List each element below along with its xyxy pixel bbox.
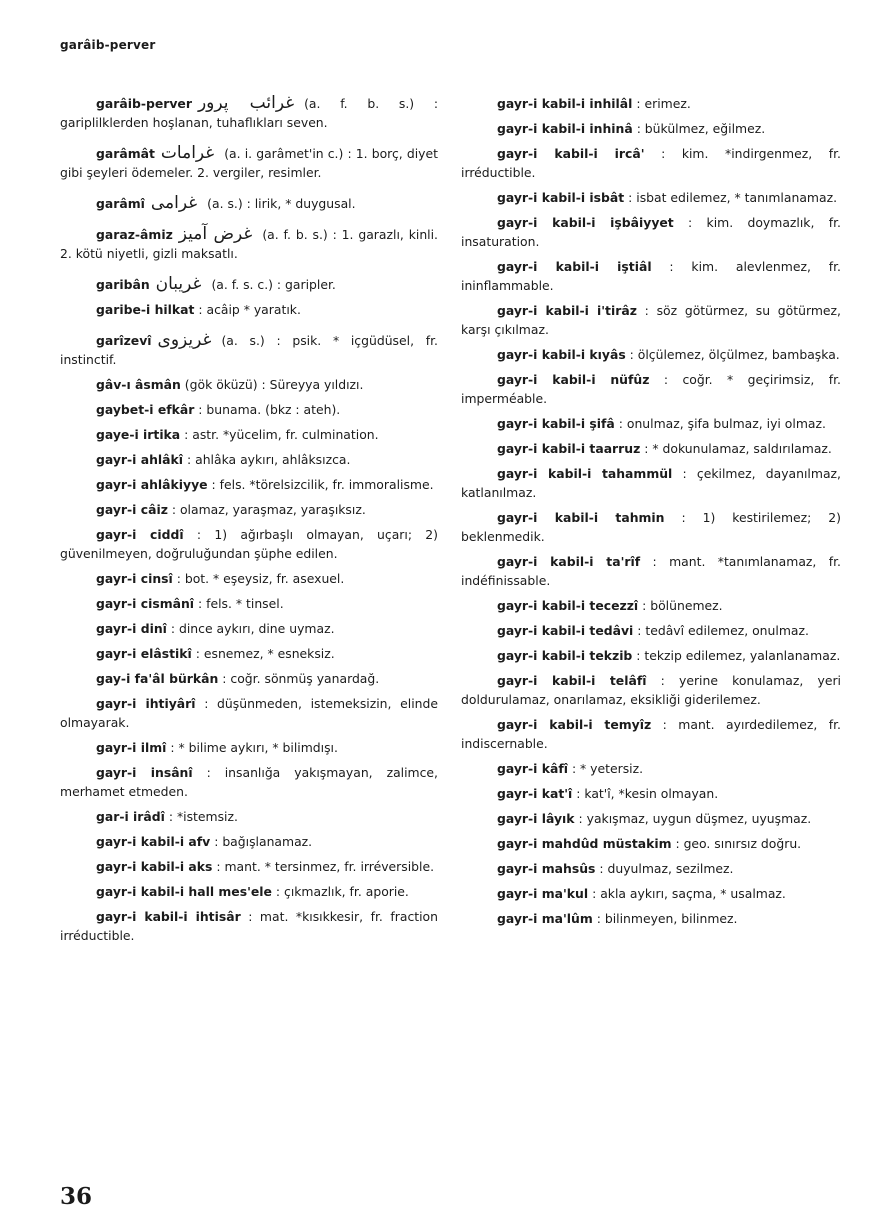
entry-headword: gayr-i kabil-i işbâiyyet — [497, 215, 674, 230]
entry-headword: gayr-i kabil-i ihtisâr — [96, 909, 241, 924]
entry-headword: gayr-i kabil-i i'tirâz — [497, 303, 637, 318]
dictionary-entry — [60, 144, 438, 182]
entry-definition: : *istemsiz. — [168, 809, 238, 824]
dictionary-entry — [461, 834, 841, 853]
dictionary-entry — [461, 909, 841, 928]
dictionary-entry — [461, 646, 841, 665]
entry-headword: gayr-i kabil-i inhilâl — [497, 96, 633, 111]
entry-headword: gar-i irâdî — [96, 809, 165, 824]
entry-headword: gayr-i lâyık — [497, 811, 575, 826]
entry-definition: : acâip * yaratık. — [198, 302, 301, 317]
entry-definition: : mant. ayırdedilemez, fr. indiscernable. — [461, 717, 841, 751]
dictionary-entry — [461, 784, 841, 803]
entry-definition: (a. i. garâmet'in c.) : 1. borç, diyet gibi şeyleri ödemeler. 2. vergiler, resimler. — [60, 146, 438, 180]
entry-definition: : tekzip edilemez, yalanlanamaz. — [636, 648, 841, 663]
right-column — [461, 94, 841, 934]
entry-headword: garîzevî — [96, 333, 152, 348]
entry-headword: gayr-i kabil-i nüfûz — [497, 372, 650, 387]
entry-headword: gayr-i kabil-i tahammül — [497, 466, 673, 481]
dictionary-entry — [60, 569, 438, 588]
entry-headword: gayr-i kâfî — [497, 761, 568, 776]
entry-definition: : kim. alevlenmez, fr. ininflammable. — [461, 259, 841, 293]
entry-definition: (a. f. b. s.) : gariplilklerden hoşlanan, tuhaflıkları seven. — [60, 96, 438, 130]
entry-headword: gayr-i mahdûd müstakim — [497, 836, 672, 851]
entry-definition: : dince aykırı, dine uymaz. — [170, 621, 335, 636]
entry-definition: : bot. * eşeysiz, fr. asexuel. — [176, 571, 345, 586]
dictionary-entry — [461, 621, 841, 640]
entry-headword: gayr-i insânî — [96, 765, 193, 780]
dictionary-entry — [60, 400, 438, 419]
entry-definition: : tedâvî edilemez, onulmaz. — [637, 623, 809, 638]
dictionary-entry — [461, 596, 841, 615]
dictionary-entry — [60, 882, 438, 901]
entry-headword: garibân — [96, 277, 150, 292]
entry-headword: gayr-i kabil-i iştiâl — [497, 259, 652, 274]
entry-headword: garaz-âmiz — [96, 227, 173, 242]
entry-definition: : * yetersiz. — [571, 761, 644, 776]
entry-headword: gayr-i kabil-i tecezzî — [497, 598, 639, 613]
dictionary-entry — [461, 301, 841, 339]
dictionary-entry — [461, 119, 841, 138]
dictionary-entry — [60, 475, 438, 494]
dictionary-entry — [60, 525, 438, 563]
dictionary-entry — [60, 275, 438, 294]
entry-definition: (a. s.) : psik. * içgüdüsel, fr. instinctif. — [60, 333, 438, 367]
dictionary-entry — [60, 669, 438, 688]
entry-definition: : mat. *kısıkkesir, fr. fraction irréductible. — [60, 909, 438, 943]
entry-definition: : mant. *tanımlanamaz, fr. indéfinissable. — [461, 554, 841, 588]
entry-definition: : kat'î, *kesin olmayan. — [576, 786, 719, 801]
page-number: 36 — [60, 1183, 93, 1210]
entry-definition: : olamaz, yaraşmaz, yaraşıksız. — [171, 502, 366, 517]
entry-headword: gayr-i cinsî — [96, 571, 173, 586]
entry-definition: : kim. doymazlık, fr. insaturation. — [461, 215, 841, 249]
entry-definition: : yakışmaz, uygun düşmez, uyuşmaz. — [578, 811, 812, 826]
entry-definition: : isbat edilemez, * tanımlanamaz. — [628, 190, 838, 205]
entry-definition: : fels. * tinsel. — [198, 596, 284, 611]
dictionary-entry — [461, 859, 841, 878]
entry-headword: gâv-ı âsmân — [96, 377, 181, 392]
entry-headword: gayr-i mahsûs — [497, 861, 596, 876]
entry-headword: gayr-i ciddî — [96, 527, 184, 542]
entry-arabic-script: غرامات — [160, 143, 215, 163]
entry-headword: gayr-i kabil-i kıyâs — [497, 347, 626, 362]
entry-definition: : 1) kestirilemez; 2) beklenmedik. — [461, 510, 841, 544]
running-head: garâib-perver — [60, 38, 156, 52]
entry-headword: gayr-i cismânî — [96, 596, 195, 611]
entry-headword: gaybet-i efkâr — [96, 402, 195, 417]
entry-definition: : kim. *indirgenmez, fr. irréductible. — [461, 146, 841, 180]
dictionary-entry — [461, 188, 841, 207]
dictionary-entry — [461, 508, 841, 546]
entry-headword: gayr-i kabil-i tekzib — [497, 648, 633, 663]
dictionary-entry — [60, 225, 438, 263]
entry-definition: : ahlâka aykırı, ahlâksızca. — [186, 452, 351, 467]
dictionary-entry — [461, 884, 841, 903]
dictionary-entry — [60, 500, 438, 519]
dictionary-entry — [461, 94, 841, 113]
entry-definition: (gök öküzü) : Süreyya yıldızı. — [184, 377, 364, 392]
entry-headword: gayr-i ihtiyârî — [96, 696, 196, 711]
entry-definition: : fels. *törelsizcilik, fr. immoralisme. — [211, 477, 434, 492]
entry-headword: gayr-i kabil-i tedâvi — [497, 623, 634, 638]
entry-definition: : ölçülemez, ölçülmez, bambaşka. — [629, 347, 840, 362]
entry-definition: : coğr. sönmüş yanardağ. — [222, 671, 380, 686]
entry-definition: : coğr. * geçirimsiz, fr. imperméable. — [461, 372, 841, 406]
entry-arabic-script: غریبان — [155, 274, 202, 294]
entry-headword: gayr-i kabil-i telâfî — [497, 673, 647, 688]
dictionary-entry — [60, 375, 438, 394]
dictionary-entry — [461, 213, 841, 251]
dictionary-entry — [461, 671, 841, 709]
dictionary-entry — [60, 644, 438, 663]
entry-headword: gayr-i kabil-i ircâ' — [497, 146, 645, 161]
dictionary-entry — [60, 450, 438, 469]
dictionary-entry — [60, 331, 438, 369]
entry-headword: gayr-i kabil-i temyîz — [497, 717, 652, 732]
entry-definition: : * dokunulamaz, saldırılamaz. — [644, 441, 832, 456]
entry-headword: garibe-i hilkat — [96, 302, 195, 317]
entry-definition: : esnemez, * esneksiz. — [195, 646, 335, 661]
dictionary-entry — [461, 715, 841, 753]
entry-headword: gayr-i kabil-i aks — [96, 859, 213, 874]
entry-definition: : mant. * tersinmez, fr. irréversible. — [216, 859, 435, 874]
dictionary-entry — [60, 619, 438, 638]
dictionary-entry — [60, 763, 438, 801]
entry-headword: gayr-i ahlâkî — [96, 452, 184, 467]
entry-definition: : bükülmez, eğilmez. — [636, 121, 766, 136]
dictionary-entry — [461, 552, 841, 590]
entry-headword: gayr-i kabil-i taarruz — [497, 441, 641, 456]
dictionary-entry — [60, 807, 438, 826]
dictionary-entry — [60, 594, 438, 613]
dictionary-entry — [461, 439, 841, 458]
dictionary-entry — [60, 300, 438, 319]
dictionary-entry — [60, 832, 438, 851]
entry-definition: : bilinmeyen, bilinmez. — [596, 911, 738, 926]
entry-headword: gayr-i câiz — [96, 502, 168, 517]
entry-arabic-script: غریزوی — [157, 330, 212, 350]
entry-headword: gay-i fa'âl bürkân — [96, 671, 219, 686]
entry-definition: : bunama. (bkz : ateh). — [198, 402, 341, 417]
entry-arabic-script: غرائب پرور — [197, 93, 295, 113]
entry-definition: : erimez. — [636, 96, 691, 111]
dictionary-entry — [461, 464, 841, 502]
left-column — [60, 94, 438, 951]
entry-definition: : akla aykırı, saçma, * usalmaz. — [592, 886, 786, 901]
entry-headword: gayr-i dinî — [96, 621, 167, 636]
entry-definition: (a. f. s. c.) : garipler. — [211, 277, 336, 292]
entry-headword: gaye-i irtika — [96, 427, 181, 442]
entry-definition: : duyulmaz, sezilmez. — [599, 861, 734, 876]
entry-definition: : söz götürmez, su götürmez, karşı çıkılmaz. — [461, 303, 841, 337]
entry-definition: : çekilmez, dayanılmaz, katlanılmaz. — [461, 466, 841, 500]
entry-headword: gayr-i kabil-i ta'rîf — [497, 554, 641, 569]
dictionary-entry — [60, 738, 438, 757]
entry-definition: : düşünmeden, istemeksizin, elinde olmayarak. — [60, 696, 438, 730]
dictionary-entry — [461, 809, 841, 828]
entry-arabic-script: غرض آمیز — [178, 224, 253, 244]
dictionary-entry — [461, 345, 841, 364]
entry-headword: gayr-i kabil-i isbât — [497, 190, 625, 205]
entry-headword: gayr-i ma'lûm — [497, 911, 593, 926]
dictionary-entry — [60, 857, 438, 876]
dictionary-entry — [461, 759, 841, 778]
entry-definition: : yerine konulamaz, yeri doldurulamaz, onarılamaz, eksikliği giderilemez. — [461, 673, 841, 707]
entry-headword: gayr-i kabil-i afv — [96, 834, 211, 849]
entry-headword: gayr-i kabil-i hall mes'ele — [96, 884, 272, 899]
entry-definition: : * bilime aykırı, * bilimdışı. — [170, 740, 338, 755]
entry-headword: gayr-i ilmî — [96, 740, 167, 755]
entry-definition: : bölünemez. — [642, 598, 723, 613]
entry-definition: (a. f. b. s.) : 1. garazlı, kinli. 2. kötü niyetli, gizli maksatlı. — [60, 227, 438, 261]
entry-headword: gayr-i ma'kul — [497, 886, 589, 901]
dictionary-entry — [461, 257, 841, 295]
entry-definition: : onulmaz, şifa bulmaz, iyi olmaz. — [618, 416, 826, 431]
entry-definition: : astr. *yücelim, fr. culmination. — [184, 427, 379, 442]
entry-definition: : 1) ağırbaşlı olmayan, uçarı; 2) güvenilmeyen, doğruluğundan şüphe edilen. — [60, 527, 438, 561]
entry-headword: gayr-i ahlâkiyye — [96, 477, 208, 492]
entry-headword: garâmî — [96, 196, 145, 211]
dictionary-entry — [461, 144, 841, 182]
dictionary-entry — [461, 414, 841, 433]
entry-definition: : insanlığa yakışmayan, zalimce, merhamet etmeden. — [60, 765, 438, 799]
entry-headword: gayr-i kabil-i inhinâ — [497, 121, 633, 136]
dictionary-entry — [60, 425, 438, 444]
dictionary-entry — [461, 370, 841, 408]
entry-headword: garâmât — [96, 146, 155, 161]
entry-definition: : çıkmazlık, fr. aporie. — [275, 884, 409, 899]
entry-headword: garâib-perver — [96, 96, 192, 111]
entry-definition: (a. s.) : lirik, * duygusal. — [207, 196, 356, 211]
entry-headword: gayr-i elâstikî — [96, 646, 192, 661]
entry-definition: : geo. sınırsız doğru. — [675, 836, 802, 851]
entry-definition: : bağışlanamaz. — [214, 834, 313, 849]
entry-headword: gayr-i kat'î — [497, 786, 573, 801]
dictionary-entry — [60, 94, 438, 132]
entry-headword: gayr-i kabil-i tahmin — [497, 510, 665, 525]
entry-headword: gayr-i kabil-i şifâ — [497, 416, 615, 431]
dictionary-entry — [60, 694, 438, 732]
dictionary-entry — [60, 194, 438, 213]
entry-arabic-script: غرامی — [150, 193, 198, 213]
dictionary-entry — [60, 907, 438, 945]
